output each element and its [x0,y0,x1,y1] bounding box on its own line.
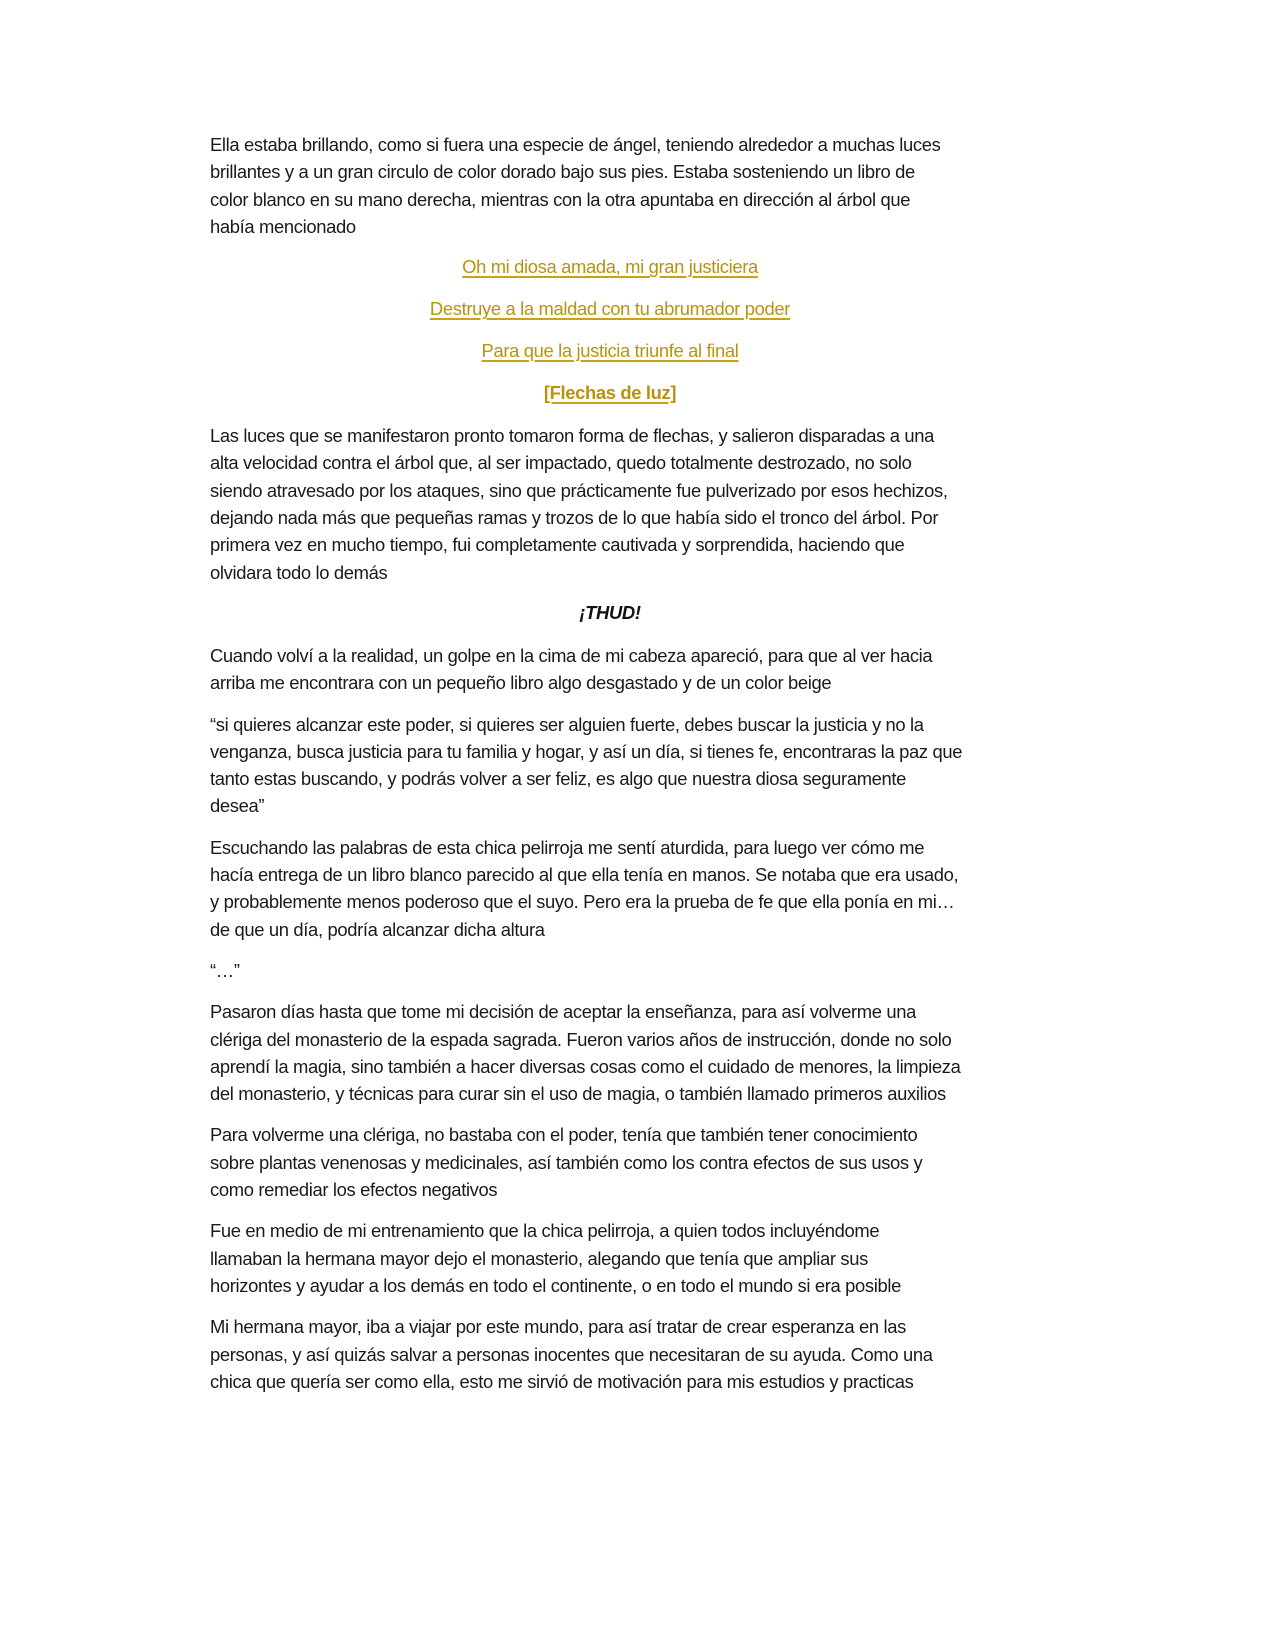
text-line: Cuando volví a la realidad, un golpe en la cima de mi cabeza apareció, para que al ver hacia [210,644,933,666]
paragraph-departure [210,1217,1010,1299]
text-line: había mencionado [210,215,356,237]
text-line: chica que quería ser como ella, esto me sirvió de motivación para mis estudios y practicas [210,1370,914,1392]
text-line: horizontes y ayudar a los demás en todo el continente, o en todo el mundo si era posible [210,1274,901,1296]
paragraph-plants [210,1121,1010,1203]
text-line: color blanco en su mano derecha, mientras con la otra apuntaba en dirección al árbol que [210,188,911,210]
text-line: olvidara todo lo demás [210,561,388,583]
text-line: personas, y así quizás salvar a personas inocentes que necesitaran de su ayuda. Como una [210,1343,933,1365]
spell-name: [Flechas de luz] [543,382,677,404]
text-line: desea” [210,795,265,817]
paragraph-motivation [210,1313,1010,1395]
text-line: clériga del monasterio de la espada sagrada. Fueron varios años de instrucción, donde no solo [210,1028,952,1050]
incantation-verse-1: Oh mi diosa amada, mi gran justiciera [462,256,758,278]
text-line: tanto estas buscando, y podrás volver a ser feliz, es algo que nuestra diosa seguramente [210,768,907,790]
text-line: Las luces que se manifestaron pronto tomaron forma de flechas, y salieron disparadas a una [210,425,934,447]
text-line: alta velocidad contra el árbol que, al ser impactado, quedo totalmente destrozado, no solo [210,452,912,474]
text-line: siendo atravesado por los ataques, sino que prácticamente fue pulverizado por esos hechizos, [210,479,948,501]
paragraph-thud [210,642,1010,697]
text-line: Ella estaba brillando, como si fuera una especie de ángel, teniendo alrededor a muchas luces [210,134,941,155]
text-line: Para volverme una clériga, no bastaba con el poder, tenía que también tener conocimiento [210,1124,918,1146]
paragraph-book-gift [210,834,1010,943]
sound-effect: ¡THUD! [579,601,641,623]
text-line: de que un día, podría alcanzar dicha altura [210,918,545,940]
text-line: Pasaron días hasta que tome mi decisión de aceptar la enseñanza, para así volverme una [210,1001,916,1023]
text-line: aprendí la magia, sino también a hacer diversas cosas como el cuidado de menores, la limpieza [210,1055,961,1077]
text-line: brillantes y a un gran circulo de color dorado bajo sus pies. Estaba sosteniendo un libro de [210,161,915,183]
text-line: arriba me encontrara con un pequeño libro algo desgastado y de un color beige [210,672,832,694]
paragraph-quote [210,711,1010,820]
paragraph-ellipsis [210,957,1010,984]
text-line: como remediar los efectos negativos [210,1179,498,1201]
paragraph-arrows [210,422,1010,586]
document-page [210,131,1010,1409]
text-line: sobre plantas venenosas y medicinales, así también como los contra efectos de sus usos y [210,1151,923,1173]
text-line: “…” [210,959,240,981]
paragraph-training [210,998,1010,1107]
text-line: Fue en medio de mi entrenamiento que la chica pelirroja, a quien todos incluyéndome [210,1220,880,1242]
text-line: llamaban la hermana mayor dejo el monasterio, alegando que tenía que ampliar sus [210,1247,868,1269]
text-line: venganza, busca justicia para tu familia y hogar, y así un día, si tienes fe, encontraras la paz que [210,740,963,762]
text-line: primera vez en mucho tiempo, fui completamente cautivada y sorprendida, haciendo que [210,534,905,556]
text-line: Escuchando las palabras de esta chica pelirroja me sentí aturdida, para luego ver cómo me [210,836,925,858]
text-line: “si quieres alcanzar este poder, si quieres ser alguien fuerte, debes buscar la justicia y no la [210,713,924,735]
incantation-verse-2: Destruye a la maldad con tu abrumador poder [429,298,791,320]
paragraph-intro [210,131,1010,240]
text-line: Mi hermana mayor, iba a viajar por este mundo, para así tratar de crear esperanza en las [210,1316,906,1338]
text-line: del monasterio, y técnicas para curar sin el uso de magia, o también llamado primeros auxilios [210,1083,946,1105]
incantation-block [210,254,1010,406]
incantation-verse-3: Para que la justicia triunfe al final [481,340,739,362]
text-line: y probablemente menos poderoso que el suyo. Pero era la prueba de fe que ella ponía en mi… [210,891,955,913]
text-line: hacía entrega de un libro blanco parecido al que ella tenía en manos. Se notaba que era usado, [210,864,959,886]
text-line: dejando nada más que pequeñas ramas y trozos de lo que había sido el tronco del árbol. Por [210,507,939,529]
